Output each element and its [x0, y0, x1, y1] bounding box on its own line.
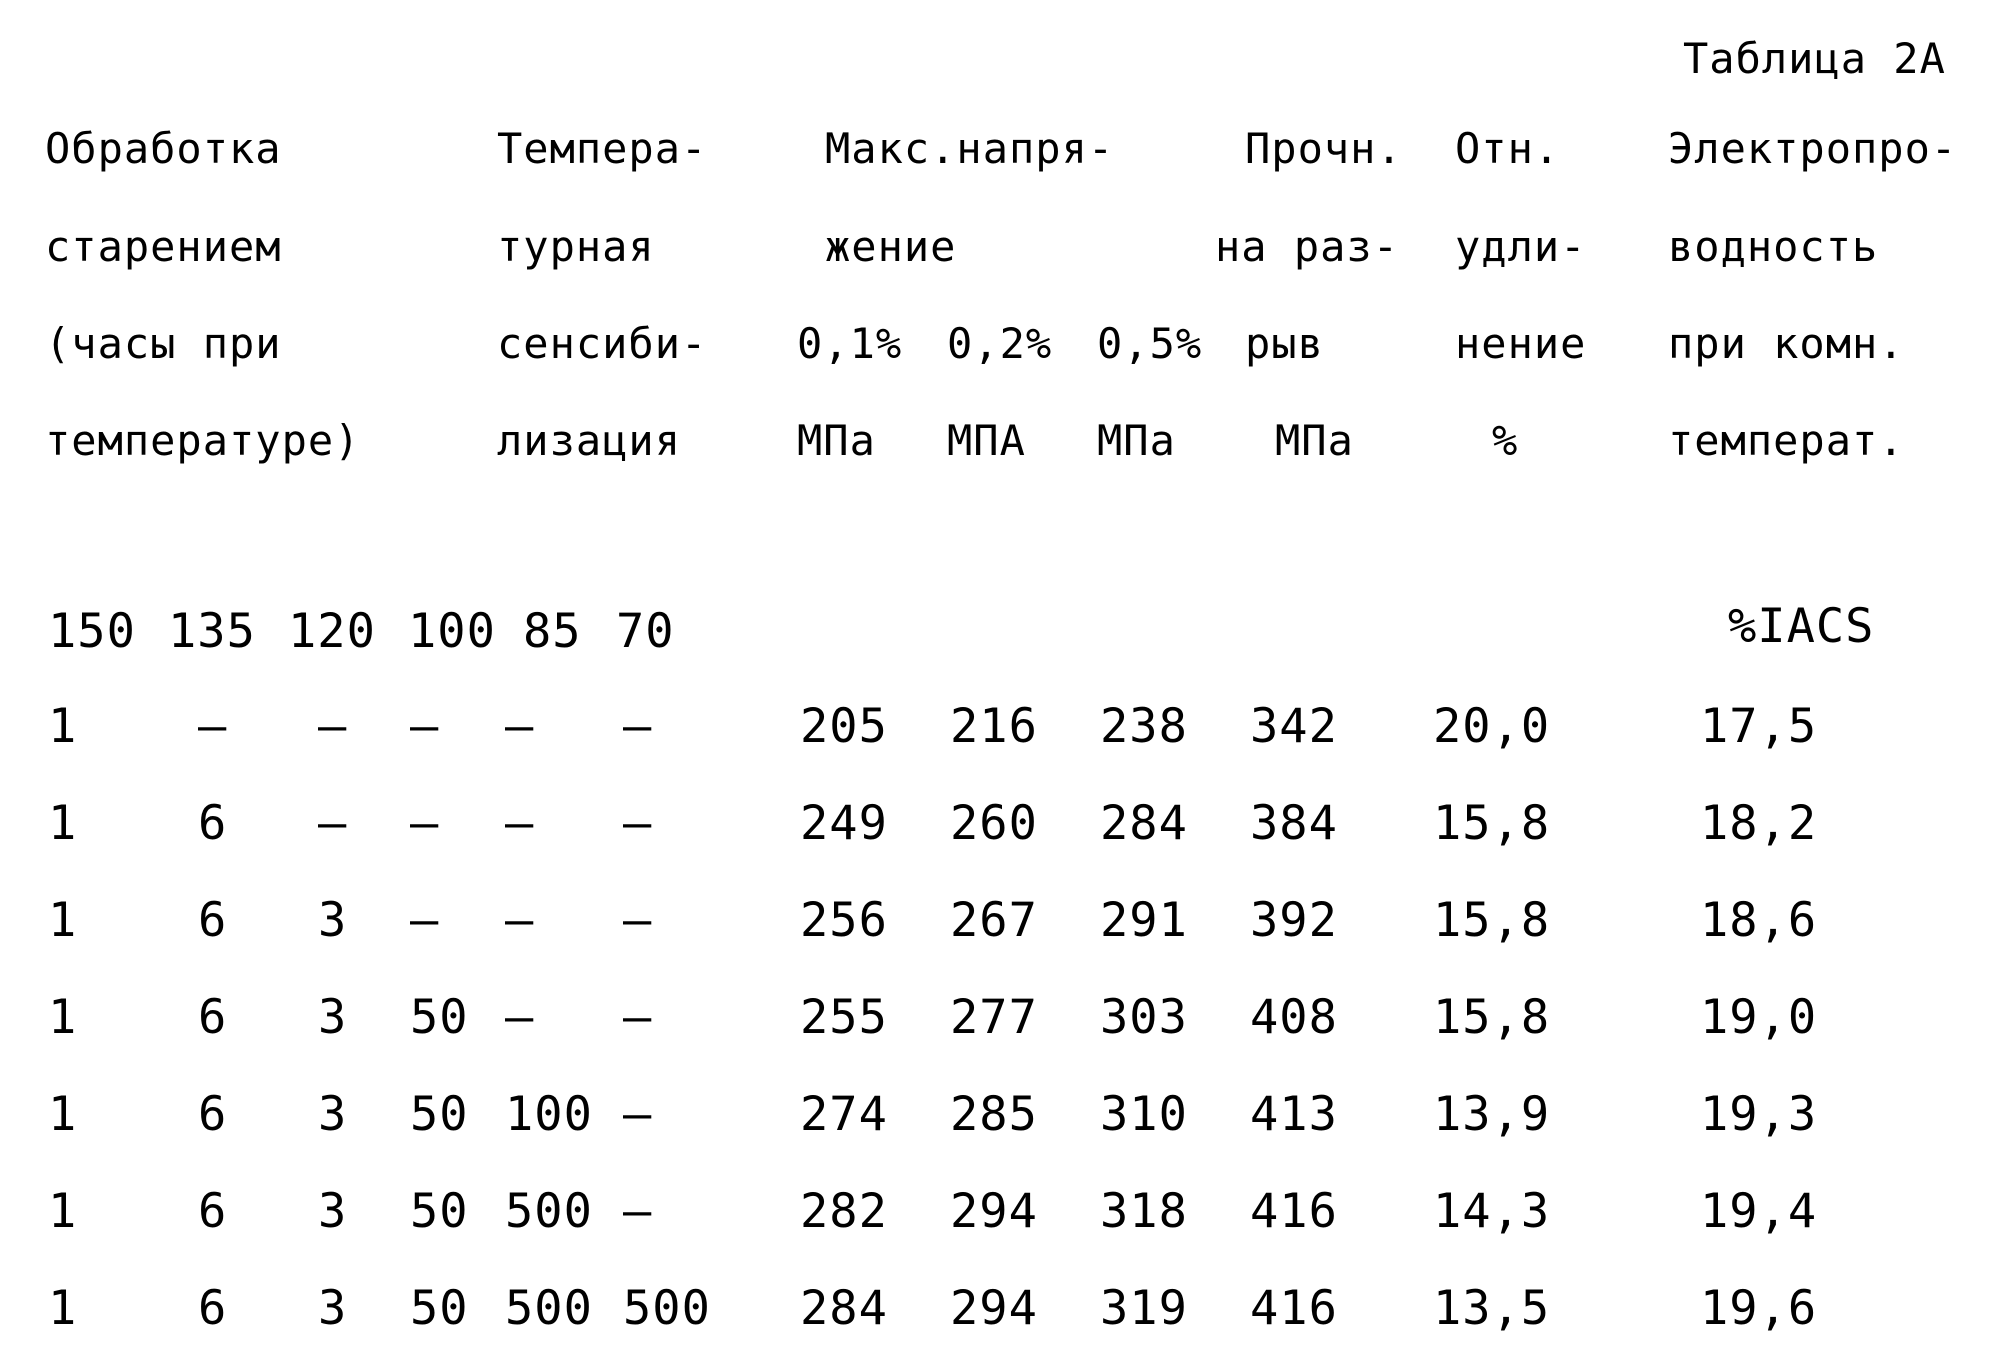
row-value-cell: 19,4	[1700, 1184, 1818, 1239]
row-value-cell: 294	[950, 1184, 1038, 1239]
header-aging-3: (часы при	[45, 319, 282, 368]
header-elong-1: Отн.	[1455, 124, 1561, 173]
header-stress-1: Макс.напря-	[825, 124, 1115, 173]
row-hours-cell: 100	[505, 1087, 593, 1142]
row-hours-cell: 3	[318, 1184, 348, 1239]
row-value-cell: 19,3	[1700, 1087, 1818, 1142]
row-hours-cell: –	[505, 990, 535, 1045]
row-hours-cell: –	[318, 796, 348, 851]
row-value-cell: 413	[1250, 1087, 1338, 1142]
row-hours-cell: 50	[410, 1281, 469, 1336]
row-value-cell: 416	[1250, 1184, 1338, 1239]
row-value-cell: 277	[950, 990, 1038, 1045]
row-value-cell: 15,8	[1433, 990, 1551, 1045]
header-strength-1: Прочн.	[1245, 124, 1403, 173]
row-value-cell: 205	[800, 699, 888, 754]
row-value-cell: 408	[1250, 990, 1338, 1045]
row-hours-cell: –	[505, 893, 535, 948]
row-value-cell: 19,0	[1700, 990, 1818, 1045]
row-value-cell: 342	[1250, 699, 1338, 754]
row-hours-cell: –	[505, 699, 535, 754]
temp-150: 150	[48, 604, 136, 659]
row-hours-cell: –	[410, 699, 440, 754]
row-hours-cell: –	[623, 990, 653, 1045]
row-value-cell: 15,8	[1433, 796, 1551, 851]
header-sens-3: сенсиби-	[497, 319, 708, 368]
row-value-cell: 267	[950, 893, 1038, 948]
row-hours-cell: 3	[318, 893, 348, 948]
row-value-cell: 392	[1250, 893, 1338, 948]
row-hours-cell: –	[198, 699, 228, 754]
temp-120: 120	[288, 604, 376, 659]
row-value-cell: 249	[800, 796, 888, 851]
temp-135: 135	[168, 604, 256, 659]
row-value-cell: 255	[800, 990, 888, 1045]
row-hours-cell: 1	[48, 1184, 78, 1239]
temp-70: 70	[616, 604, 675, 659]
row-hours-cell: 6	[198, 1184, 228, 1239]
header-stress-2: жение	[825, 222, 957, 271]
iacs-label: %IACS	[1728, 599, 1875, 654]
header-aging-4: температуре)	[45, 416, 361, 465]
row-value-cell: 284	[800, 1281, 888, 1336]
row-value-cell: 310	[1100, 1087, 1188, 1142]
row-hours-cell: –	[410, 893, 440, 948]
row-hours-cell: –	[623, 796, 653, 851]
row-value-cell: 13,5	[1433, 1281, 1551, 1336]
row-hours-cell: 3	[318, 990, 348, 1045]
row-hours-cell: –	[623, 1087, 653, 1142]
header-elong-2: удли-	[1455, 222, 1587, 271]
row-hours-cell: 1	[48, 796, 78, 851]
row-hours-cell: –	[318, 699, 348, 754]
header-sens-4: лизация	[497, 416, 682, 465]
row-hours-cell: –	[505, 796, 535, 851]
header-cond-4: температ.	[1668, 416, 1905, 465]
header-strength-3: рыв	[1245, 319, 1324, 368]
temp-100: 100	[408, 604, 496, 659]
header-stress-unit-2: МПА	[947, 416, 1026, 465]
row-hours-cell: 500	[505, 1281, 593, 1336]
row-value-cell: 416	[1250, 1281, 1338, 1336]
row-hours-cell: –	[623, 893, 653, 948]
row-hours-cell: 1	[48, 1087, 78, 1142]
header-stress-sub-3: 0,5%	[1097, 319, 1203, 368]
header-aging-1: Обработка	[45, 124, 282, 173]
row-hours-cell: 6	[198, 1281, 228, 1336]
row-value-cell: 319	[1100, 1281, 1188, 1336]
header-elong-3: нение	[1455, 319, 1587, 368]
row-value-cell: 291	[1100, 893, 1188, 948]
row-value-cell: 303	[1100, 990, 1188, 1045]
row-value-cell: 285	[950, 1087, 1038, 1142]
row-value-cell: 282	[800, 1184, 888, 1239]
temp-85: 85	[523, 604, 582, 659]
row-value-cell: 15,8	[1433, 893, 1551, 948]
table-label: Таблица 2А	[1683, 34, 1946, 83]
header-sens-1: Темпера-	[497, 124, 708, 173]
header-cond-2: водность	[1668, 222, 1879, 271]
row-hours-cell: 6	[198, 1087, 228, 1142]
header-sens-2: турная	[497, 222, 655, 271]
row-hours-cell: –	[623, 1184, 653, 1239]
row-hours-cell: 1	[48, 1281, 78, 1336]
row-hours-cell: 1	[48, 699, 78, 754]
header-aging-2: старением	[45, 222, 282, 271]
row-value-cell: 17,5	[1700, 699, 1818, 754]
row-hours-cell: 500	[623, 1281, 711, 1336]
row-value-cell: 18,6	[1700, 893, 1818, 948]
row-value-cell: 256	[800, 893, 888, 948]
row-value-cell: 318	[1100, 1184, 1188, 1239]
row-value-cell: 284	[1100, 796, 1188, 851]
row-hours-cell: 50	[410, 1184, 469, 1239]
row-value-cell: 238	[1100, 699, 1188, 754]
row-value-cell: 19,6	[1700, 1281, 1818, 1336]
header-stress-unit-1: МПа	[797, 416, 876, 465]
header-cond-3: при комн.	[1668, 319, 1905, 368]
row-hours-cell: 50	[410, 1087, 469, 1142]
row-hours-cell: 500	[505, 1184, 593, 1239]
row-hours-cell: 3	[318, 1087, 348, 1142]
row-hours-cell: 6	[198, 893, 228, 948]
header-stress-unit-3: МПа	[1097, 416, 1176, 465]
header-stress-sub-1: 0,1%	[797, 319, 903, 368]
row-hours-cell: 1	[48, 893, 78, 948]
header-stress-sub-2: 0,2%	[947, 319, 1053, 368]
row-value-cell: 18,2	[1700, 796, 1818, 851]
header-cond-1: Электропро-	[1668, 124, 1958, 173]
row-value-cell: 20,0	[1433, 699, 1551, 754]
row-value-cell: 216	[950, 699, 1038, 754]
row-value-cell: 294	[950, 1281, 1038, 1336]
header-elong-4: %	[1492, 416, 1519, 465]
row-hours-cell: –	[623, 699, 653, 754]
header-strength-4: МПа	[1275, 416, 1354, 465]
row-hours-cell: 50	[410, 990, 469, 1045]
row-hours-cell: 3	[318, 1281, 348, 1336]
row-value-cell: 274	[800, 1087, 888, 1142]
row-value-cell: 13,9	[1433, 1087, 1551, 1142]
row-hours-cell: 1	[48, 990, 78, 1045]
header-strength-2: на раз-	[1215, 222, 1400, 271]
row-value-cell: 260	[950, 796, 1038, 851]
row-value-cell: 14,3	[1433, 1184, 1551, 1239]
row-hours-cell: –	[410, 796, 440, 851]
row-value-cell: 384	[1250, 796, 1338, 851]
row-hours-cell: 6	[198, 796, 228, 851]
row-hours-cell: 6	[198, 990, 228, 1045]
